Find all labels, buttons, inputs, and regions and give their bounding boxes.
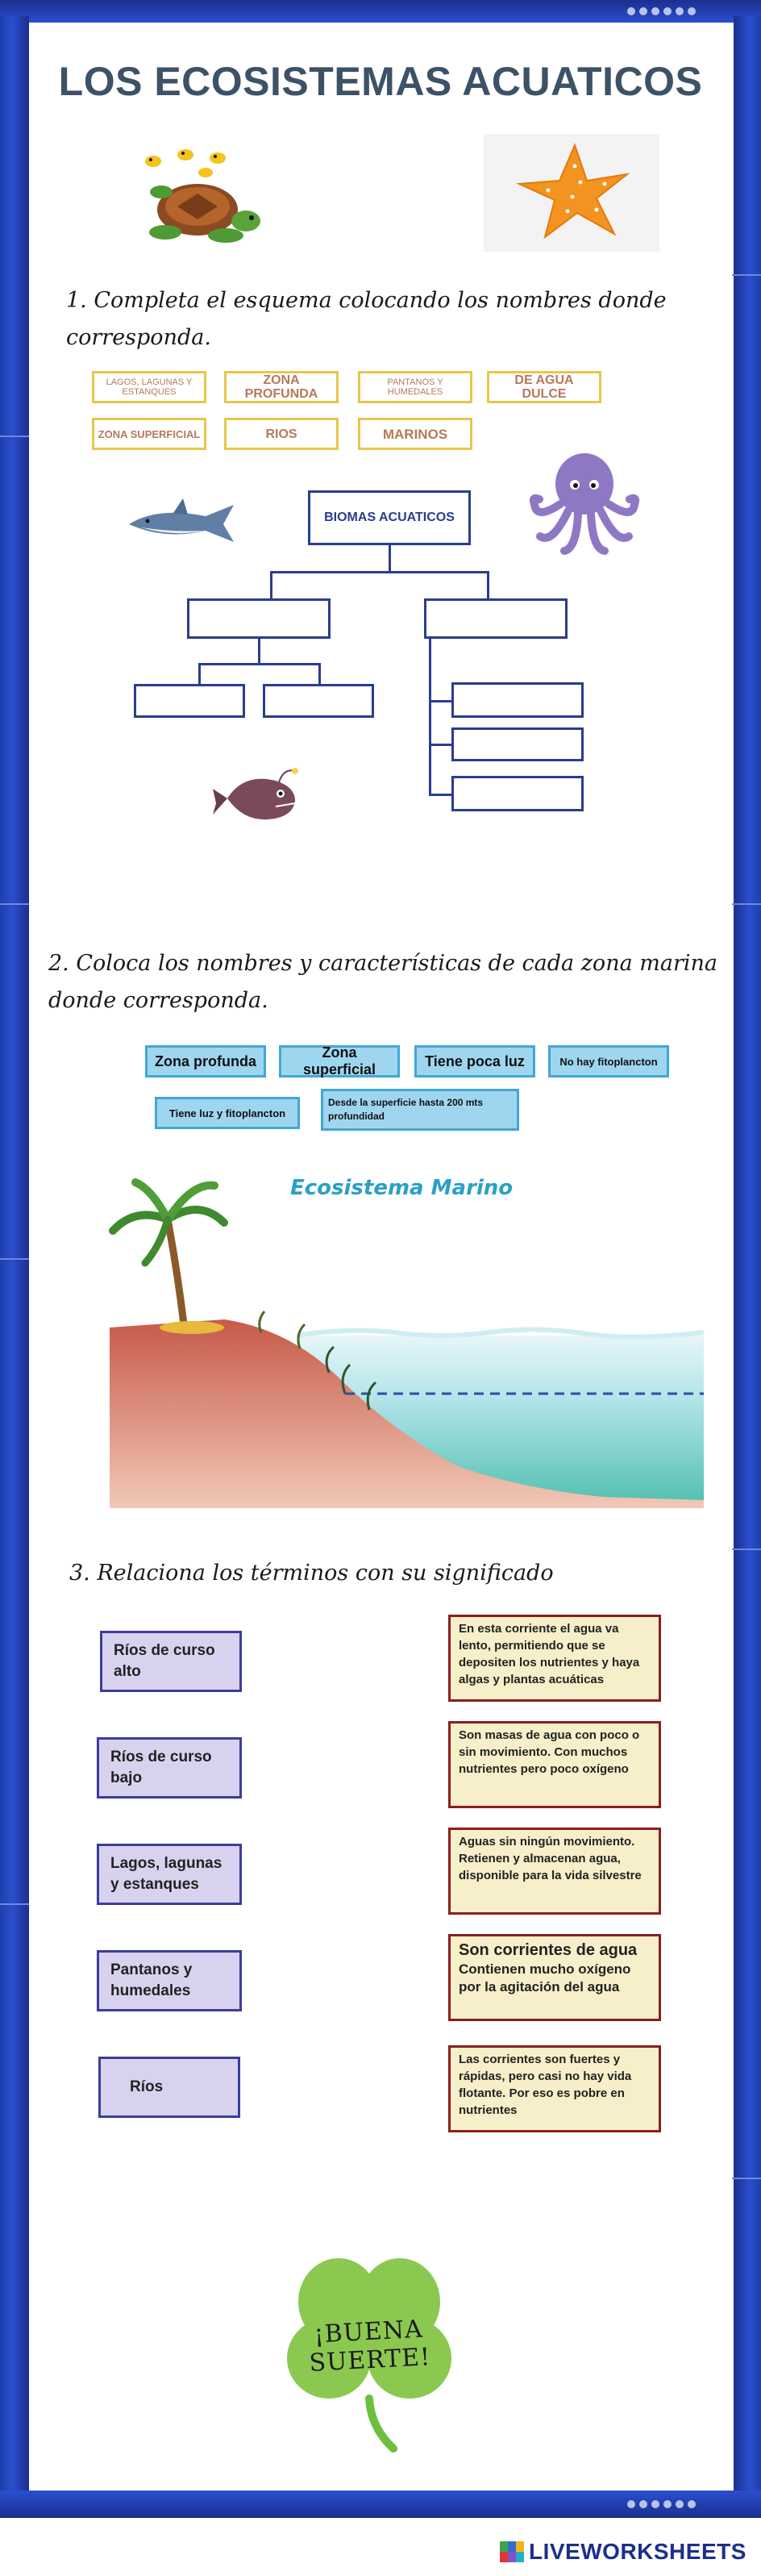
chip-zona-profunda-marina[interactable]: Zona profunda bbox=[145, 1045, 266, 1078]
border-right bbox=[734, 16, 761, 2500]
blank-box-level2-d[interactable] bbox=[451, 727, 584, 761]
definition-4[interactable] bbox=[448, 1934, 661, 2021]
chip-no-fitoplancton[interactable]: No hay fitoplancton bbox=[548, 1045, 669, 1078]
page-title: LOS ECOSISTEMAS ACUATICOS bbox=[58, 59, 703, 104]
turtle-fish-illustration bbox=[129, 144, 266, 252]
border-tick bbox=[0, 436, 29, 437]
definition-4-line2: Contienen mucho oxígeno por la agitación del agua bbox=[459, 1961, 631, 1995]
term-rios[interactable]: Ríos bbox=[98, 2057, 240, 2118]
term-lagos[interactable]: Lagos, lagunas y estanques bbox=[97, 1844, 242, 1905]
chip-zona-profunda[interactable]: ZONA PROFUNDA bbox=[224, 371, 339, 403]
liveworksheets-logo-icon bbox=[500, 2541, 524, 2562]
blank-box-level2-c[interactable] bbox=[451, 682, 584, 718]
chip-lagos[interactable]: LAGOS, LAGUNAS Y ESTANQUES bbox=[92, 371, 206, 403]
blank-box-level1-right[interactable] bbox=[424, 598, 568, 639]
border-tick bbox=[732, 274, 761, 276]
marine-ecosystem-diagram bbox=[103, 1174, 708, 1508]
border-tick bbox=[732, 2178, 761, 2179]
diagram-root-box: BIOMAS ACUATICOS bbox=[308, 490, 471, 545]
diagram-line bbox=[198, 663, 201, 686]
footer-brand[interactable] bbox=[500, 2539, 746, 2565]
border-tick bbox=[0, 1903, 29, 1905]
border-tick bbox=[0, 1258, 29, 1260]
blank-box-level2-e[interactable] bbox=[451, 776, 584, 811]
chip-superficie-200[interactable]: Desde la superficie hasta 200 mts profundidad bbox=[321, 1089, 519, 1131]
chip-marinos[interactable]: MARINOS bbox=[358, 418, 472, 450]
diagram-line bbox=[487, 571, 489, 600]
diagram-line bbox=[270, 571, 272, 600]
bottom-dots bbox=[627, 2500, 696, 2508]
diagram-line bbox=[389, 545, 391, 573]
term-rios-curso-alto[interactable]: Ríos de curso alto bbox=[100, 1631, 242, 1692]
chip-luz-fitoplancton[interactable]: Tiene luz y fitoplancton bbox=[155, 1097, 300, 1129]
section2-question-line1: 2. Coloca los nombres y características de cada zona marina bbox=[48, 951, 717, 976]
shark-illustration bbox=[125, 498, 238, 547]
section1-question bbox=[66, 282, 667, 356]
starfish-illustration bbox=[484, 134, 659, 252]
blank-box-level1-left[interactable] bbox=[187, 598, 331, 639]
clover-text: ¡BUENA SUERTE! bbox=[308, 2315, 432, 2378]
blank-box-level2-a[interactable] bbox=[134, 684, 245, 718]
chip-zona-superficial[interactable]: ZONA SUPERFICIAL bbox=[92, 418, 206, 450]
chip-agua-dulce[interactable]: DE AGUA DULCE bbox=[487, 371, 601, 403]
chip-zona-superficial-marina[interactable]: Zona superficial bbox=[279, 1045, 400, 1078]
definition-3[interactable]: Aguas sin ningún movimiento. Retienen y almacenan agua, disponible para la vida silvestre bbox=[448, 1828, 661, 1915]
diagram-line bbox=[429, 639, 431, 795]
diagram-line bbox=[198, 663, 321, 665]
definition-1[interactable]: En esta corriente el agua va lento, permitiendo que se depositen los nutrientes y haya algas y plantas acuáticas bbox=[448, 1615, 661, 1702]
chip-rios[interactable]: RIOS bbox=[224, 418, 339, 450]
definition-5[interactable]: Las corrientes son fuertes y rápidas, pero casi no hay vida flotante. Por eso es pobre en nutrientes bbox=[448, 2045, 661, 2132]
border-tick bbox=[732, 903, 761, 905]
border-tick bbox=[0, 903, 29, 905]
diagram-line bbox=[270, 571, 489, 573]
definition-4-line1: Son corrientes de agua bbox=[459, 1941, 638, 1959]
section3-question: 3. Relaciona los términos con su significado bbox=[69, 1561, 554, 1586]
section1-question-line1: 1. Completa el esquema colocando los nombres donde bbox=[66, 288, 667, 313]
definition-2[interactable]: Son masas de agua con poco o sin movimiento. Con muchos nutrientes pero poco oxígeno bbox=[448, 1721, 661, 1808]
section2-question bbox=[48, 945, 717, 1019]
diagram-line bbox=[318, 663, 321, 686]
marine-diagram-title: Ecosistema Marino bbox=[290, 1176, 514, 1200]
top-dots bbox=[627, 7, 696, 15]
section2-question-line2: donde corresponda. bbox=[48, 988, 268, 1013]
chip-poca-luz[interactable]: Tiene poca luz bbox=[414, 1045, 535, 1078]
term-pantanos[interactable]: Pantanos y humedales bbox=[97, 1950, 242, 2011]
octopus-illustration bbox=[528, 448, 641, 556]
section1-question-line2: corresponda. bbox=[66, 325, 211, 350]
diagram-line bbox=[258, 639, 260, 665]
anglerfish-illustration bbox=[211, 765, 308, 829]
blank-box-level2-b[interactable] bbox=[263, 684, 374, 718]
brand-name: LIVEWORKSHEETS bbox=[529, 2539, 746, 2564]
border-tick bbox=[732, 1549, 761, 1550]
chip-pantanos[interactable]: PANTANOS Y HUMEDALES bbox=[358, 371, 472, 403]
term-rios-curso-bajo[interactable]: Ríos de curso bajo bbox=[97, 1737, 242, 1799]
